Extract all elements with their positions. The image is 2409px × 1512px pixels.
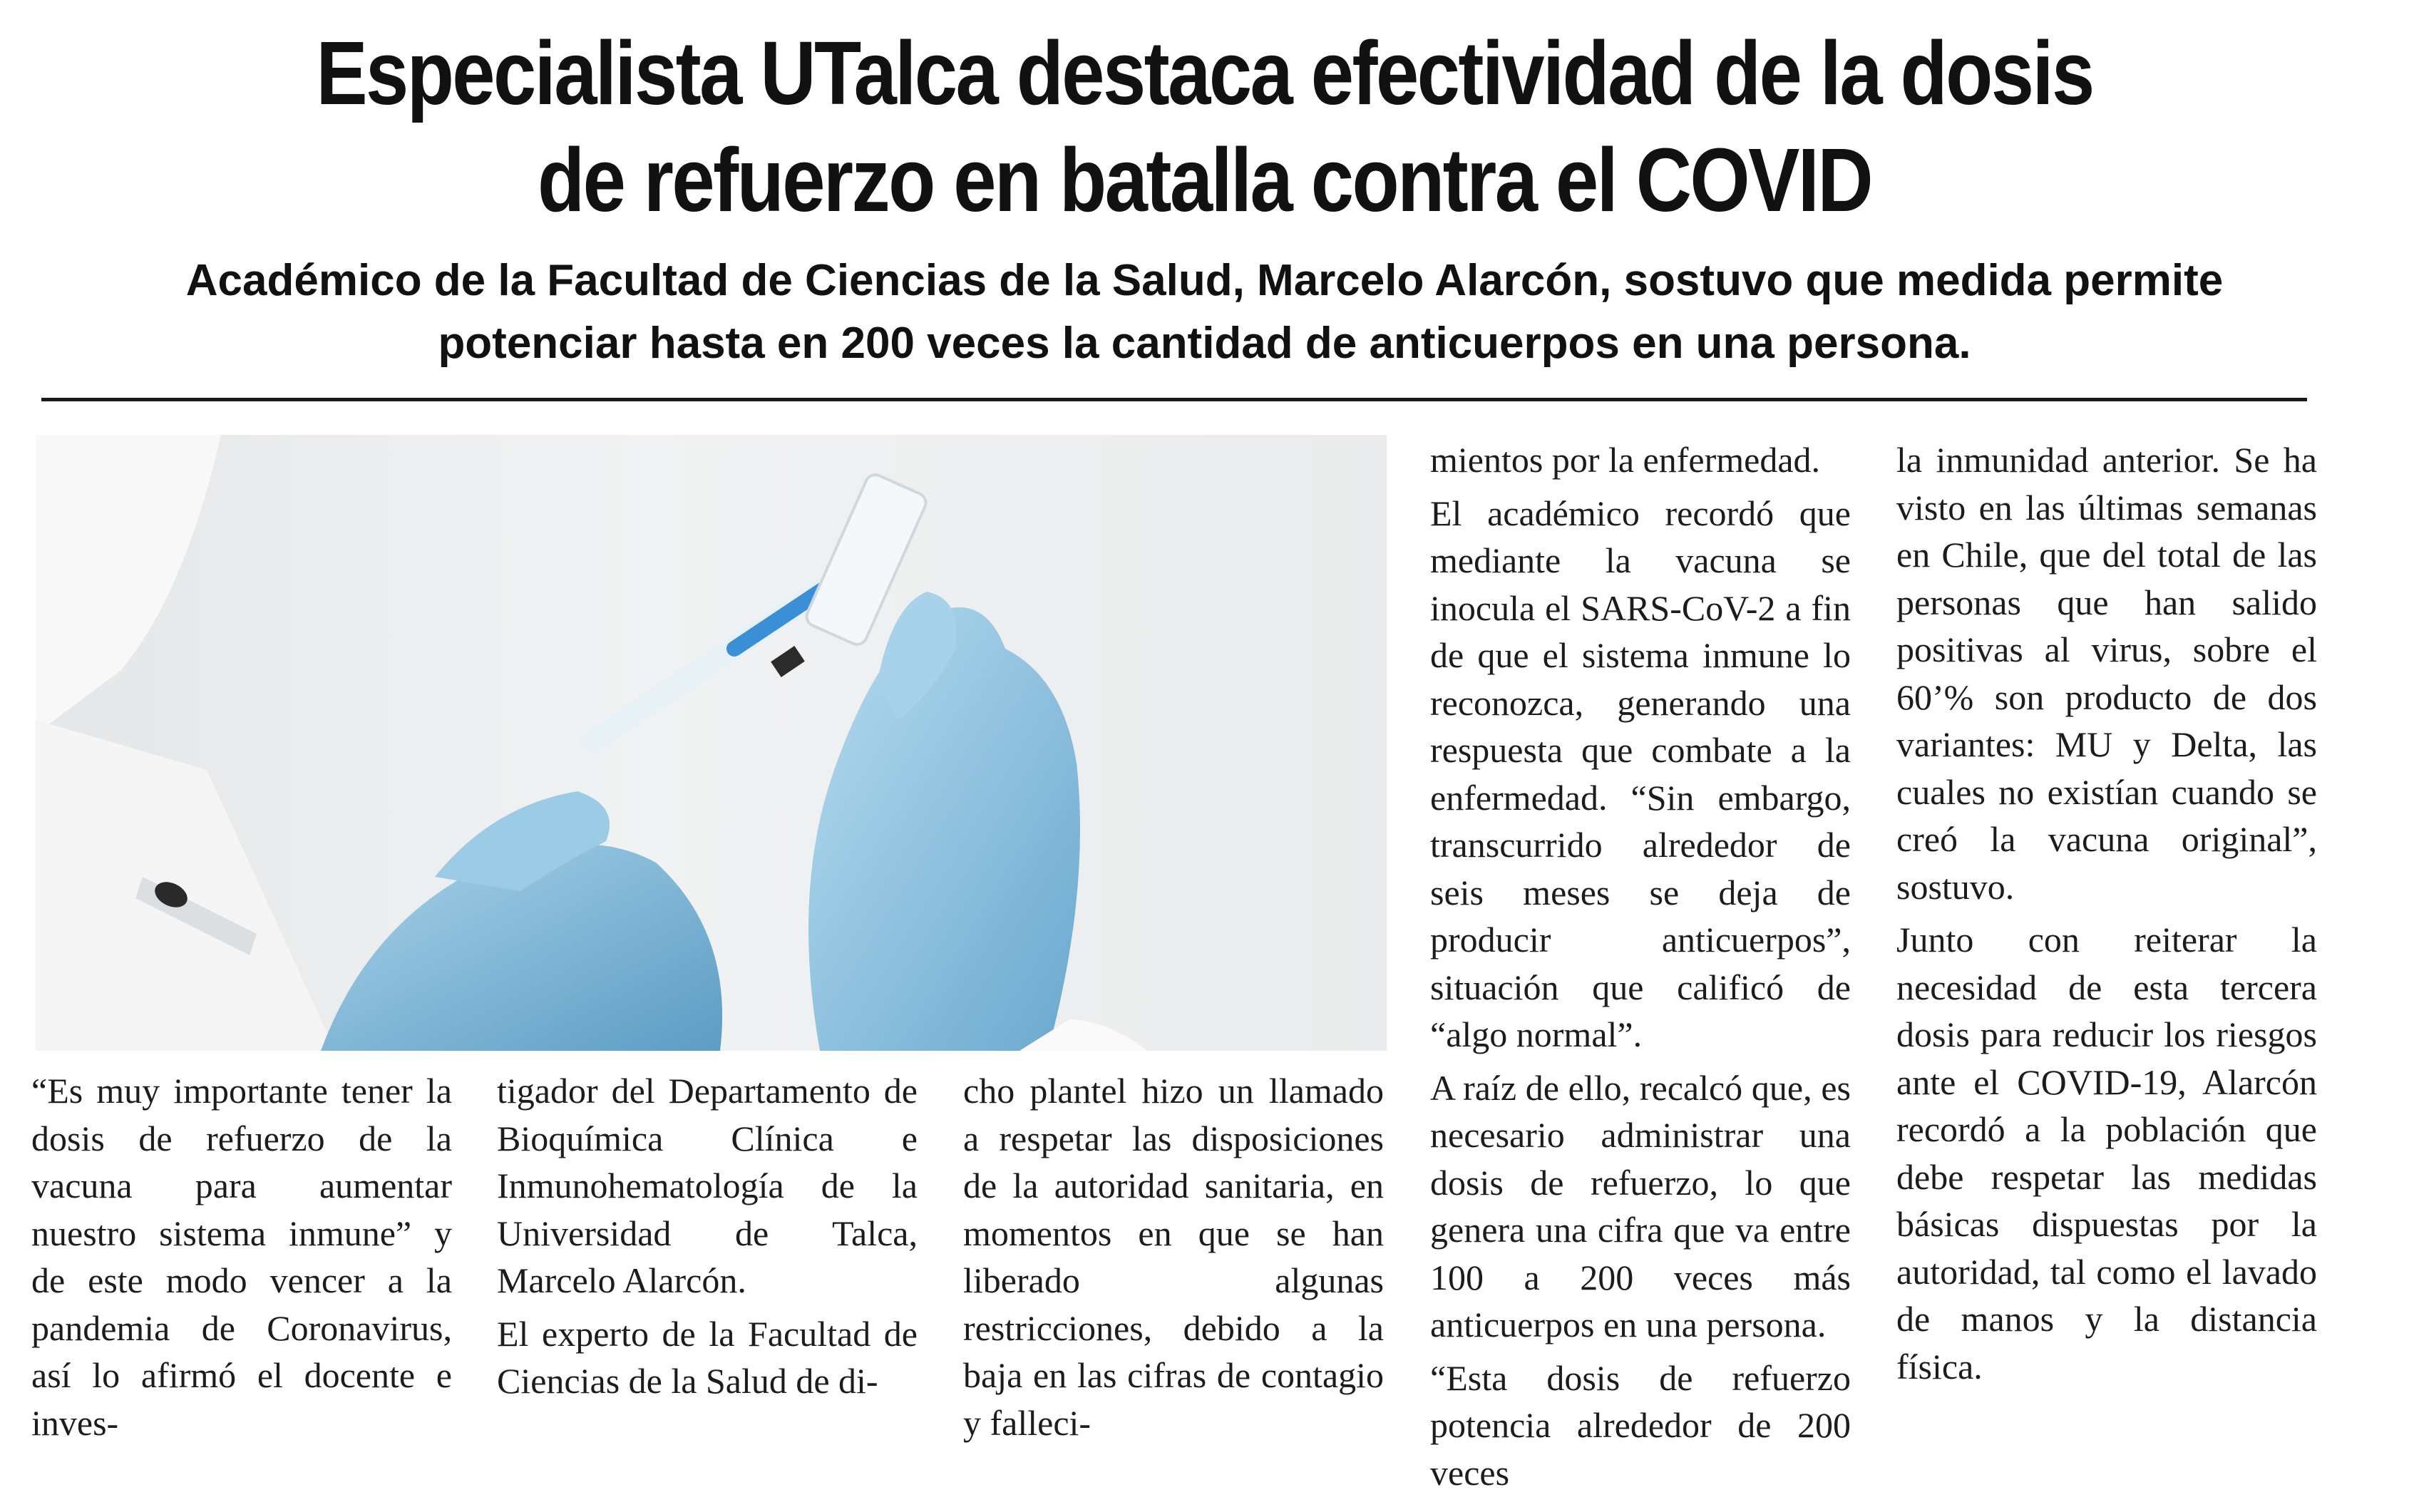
article-column-1 (31, 1067, 452, 1452)
headline-line-2: de refuerzo en batalla contra el COVID (537, 130, 1872, 230)
article-column-5 (1896, 436, 2317, 1396)
article-column-4 (1430, 436, 1851, 1502)
paragraph: El académico recordó que mediante la vacuna se inocula el SARS-CoV-2 a fin de que el sistema inmune lo reconozca, generando una respuesta que combate a la enfermedad. “Sin embargo, transcurrido alrededor de seis meses se deja de producir anticuerpos”, situación que calificó de “algo normal”. (1430, 493, 1851, 1054)
paragraph: A raíz de ello, recalcó que, es necesario administrar una dosis de refuerzo, lo que genera una cifra que va entre 100 a 200 veces más anticuerpos en una persona. (1430, 1067, 1851, 1344)
subheadline-line-1: Académico de la Facultad de Ciencias de la Salud, Marcelo Alarcón, sostuvo que medida permite (185, 256, 2224, 305)
paragraph: cho plantel hizo un llamado a respetar las disposiciones de la autoridad sanitaria, en momentos en que se han liberado algunas restricciones, debido a la baja en las cifras de contagio y falleci- (963, 1071, 1384, 1443)
paragraph: “Esta dosis de refuerzo potencia alrededor de 200 veces (1430, 1357, 1851, 1493)
paragraph: la inmunidad anterior. Se ha visto en las últimas semanas en Chile, que del total de las personas que han salido positivas al virus, sobre el 60’% son producto de dos variantes: MU y Delta, las cuales no existían cuando se creó la vacuna original”, sostuvo. (1896, 440, 2317, 907)
paragraph: mientos por la enfermedad. (1430, 440, 1821, 480)
header-divider (41, 398, 2307, 401)
headline (169, 20, 2241, 234)
paragraph: El experto de la Facultad de Ciencias de la Salud de di- (497, 1313, 918, 1401)
article-column-2 (497, 1067, 918, 1411)
headline-line-1: Especialista UTalca destaca efectividad de la dosis (316, 23, 2093, 123)
subheadline-line-2: potenciar hasta en 200 veces la cantidad de anticuerpos en una persona. (438, 319, 1971, 368)
paragraph: tigador del Departamento de Bioquímica Clínica e Inmunohematología de la Universidad de Talca, Marcelo Alarcón. (497, 1071, 918, 1300)
article-column-3 (963, 1067, 1384, 1452)
paragraph: “Es muy importante tener la dosis de refuerzo de la vacuna para aumentar nuestro sistema inmune” y de este modo vencer a la pandemia de Coronavirus, así lo afirmó el docente e inves- (31, 1071, 452, 1443)
subheadline (0, 250, 2409, 375)
paragraph: Junto con reiterar la necesidad de esta tercera dosis para reducir los riesgos ante el COVID-19, Alarcón recordó a la población que debe respetar las medidas básicas dispuestas por la autoridad, tal como el lavado de manos y la distancia física. (1896, 920, 2317, 1387)
vaccine-syringe-photo (36, 435, 1387, 1051)
